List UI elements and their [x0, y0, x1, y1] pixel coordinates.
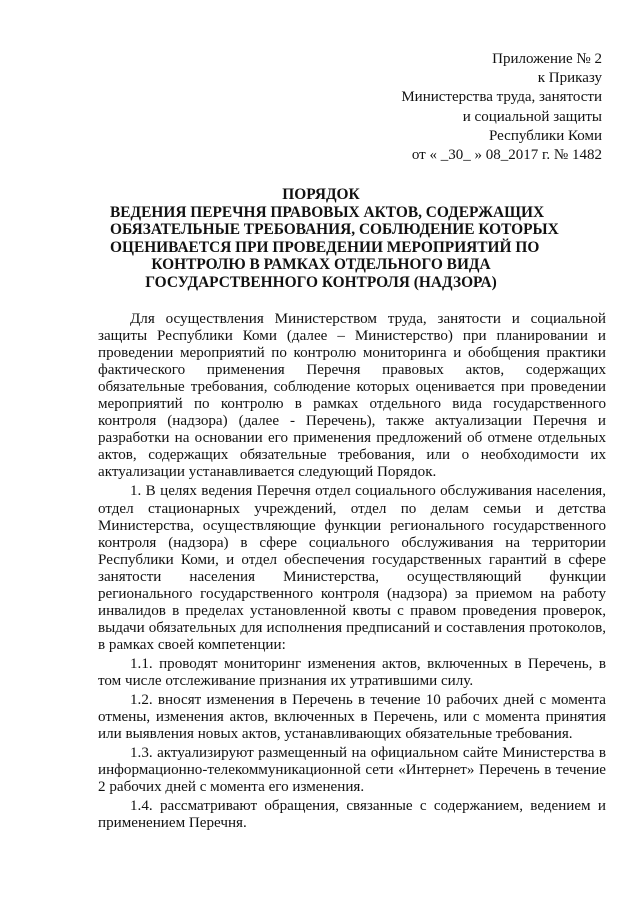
title-line: ОБЯЗАТЕЛЬНЫЕ ТРЕБОВАНИЯ, СОБЛЮДЕНИЕ КОТОРЫХ — [110, 221, 559, 239]
intro-paragraph: Для осуществления Министерством труда, занятости и социальной защиты Республики Коми (далее – Министерство) при планировании и проведении мероприятий по контролю мониторинга и обобщения практики фактического применения Перечня правовых актов, содержащих обязательные требования, соблюдение которых оценивается при проведении мероприятий по контролю в рамках отдельного вида государственного контроля (надзора) (далее - Перечень), также актуализации Перечня и разработки на основании его применения предложений об отмене отдельных актов, содержащих обязательные требования, или о необходимости их актуализации устанавливается следующий Порядок. — [98, 311, 606, 481]
appendix-number: Приложение № 2 — [492, 51, 602, 67]
item-1-2-paragraph: 1.2. вносят изменения в Перечень в течение 10 рабочих дней с момента отмены, изменения актов, включенных в Перечень, или с момента принятия или выявления новых актов, устанавливающих обязательные требования. — [98, 692, 606, 743]
title-line: ГОСУДАРСТВЕННОГО КОНТРОЛЯ (НАДЗОРА) — [145, 273, 497, 291]
republic-name: Республики Коми — [489, 127, 602, 144]
document-body — [98, 311, 606, 832]
item-1-1-paragraph: 1.1. проводят мониторинг изменения актов, включенных в Перечень, в том числе отслеживание признания их утратившими силу. — [98, 655, 606, 689]
item-1-3-paragraph: 1.3. актуализируют размещенный на официальном сайте Министерства в информационно-телекоммуникационной сети «Интернет» Перечень в течение 2 рабочих дней с момента его изменения. — [98, 745, 606, 796]
order-date-number: от « _30_ » 08_2017 г. № 1482 — [411, 147, 602, 164]
ministry-name-line-1: Министерства труда, занятости — [401, 89, 602, 106]
item-1-4-paragraph: 1.4. рассматривают обращения, связанные с содержанием, ведением и применением Перечня. — [98, 798, 606, 832]
item-1-paragraph: 1. В целях ведения Перечня отдел социального обслуживания населения, отдел стационарных учреждений, отдел по делам семьи и детства Министерства, осуществляющие функции регионального государственного контроля (надзора) в сфере социального обслуживания на территории Республики Коми, и отдел обеспечения государственных гарантий в сфере занятости населения Министерства, осуществляющий функции регионального государственного контроля (надзора) за приемом на работу инвалидов в пределах установленной квоты с правом проведения проверок, выдачи обязательных для исполнения предписаний и составления протоколов, в рамках своей компетенции: — [98, 483, 606, 653]
title-line: ПОРЯДОК — [282, 186, 360, 203]
order-reference: к Приказу — [537, 70, 602, 87]
title-line: ОЦЕНИВАЕТСЯ ПРИ ПРОВЕДЕНИИ МЕРОПРИЯТИЙ ПО — [110, 238, 540, 256]
title-line: ВЕДЕНИЯ ПЕРЕЧНЯ ПРАВОВЫХ АКТОВ, СОДЕРЖАЩИХ — [110, 203, 545, 221]
title-line: КОНТРОЛЮ В РАМКАХ ОТДЕЛЬНОГО ВИДА — [151, 256, 491, 274]
document-title — [110, 186, 559, 292]
appendix-header — [342, 50, 602, 165]
ministry-name-line-2: и социальной защиты — [462, 108, 602, 125]
